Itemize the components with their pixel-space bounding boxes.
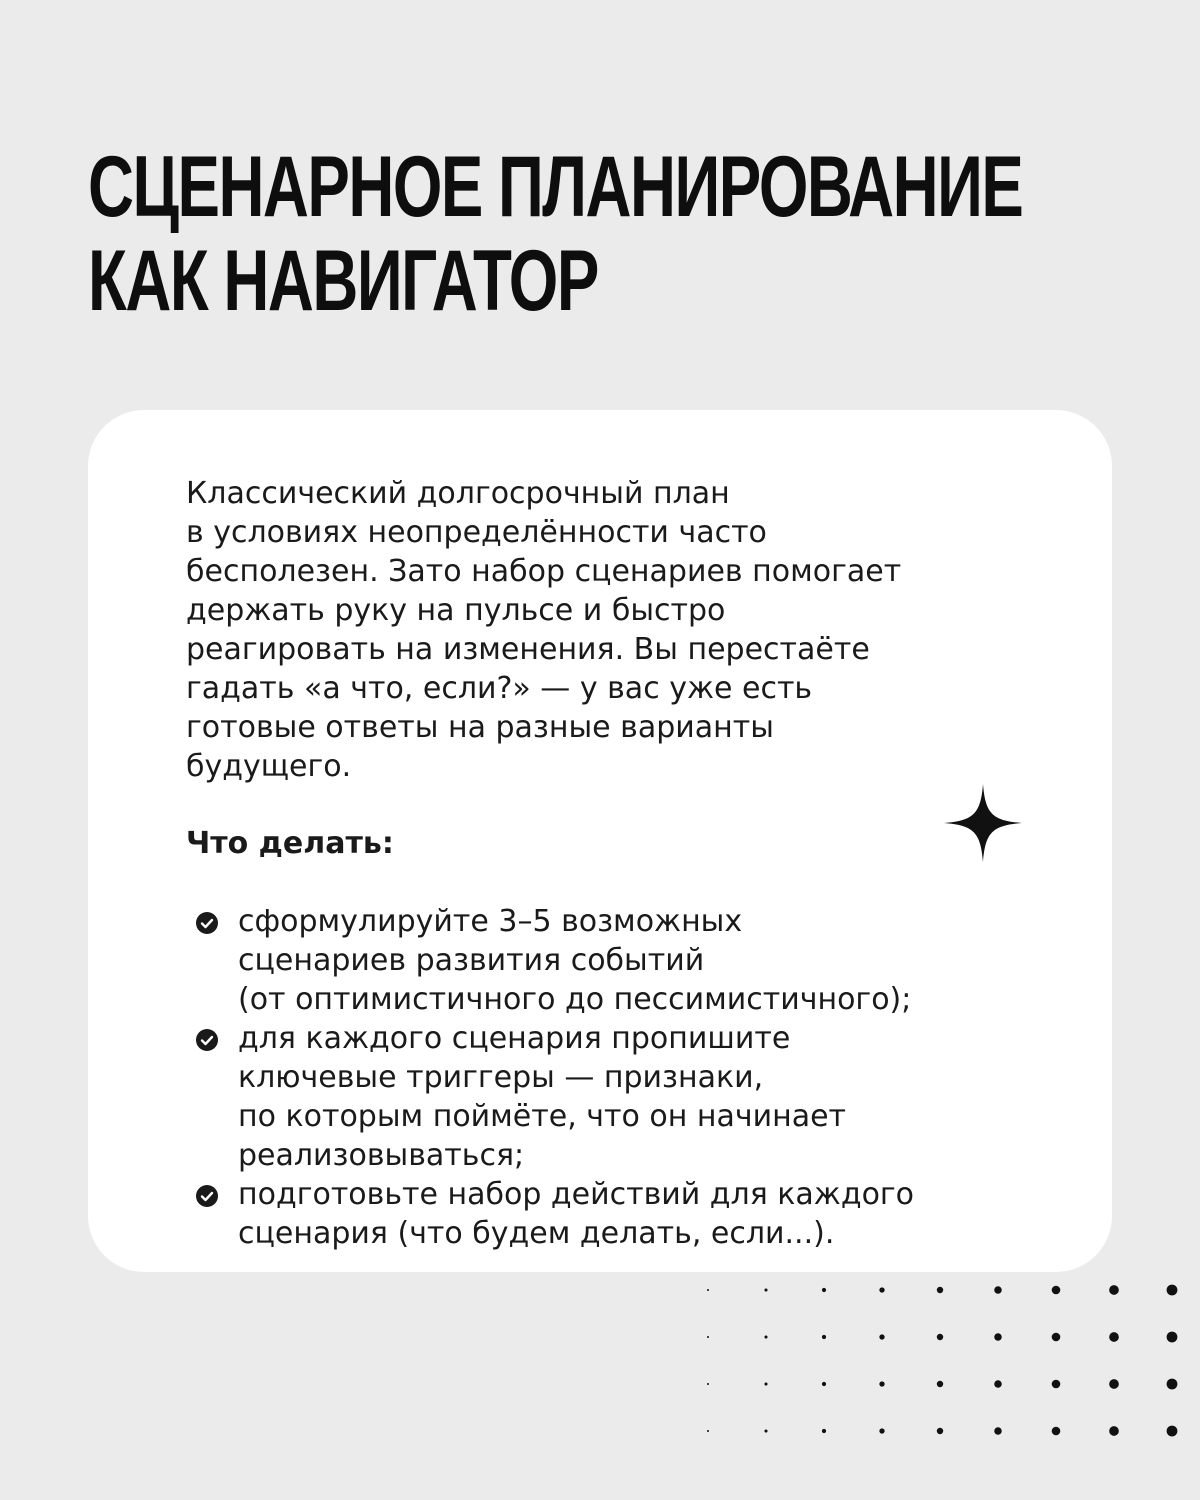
- list-item-line: сформулируйте 3–5 возможных: [238, 904, 743, 939]
- intro-line: готовые ответы на разные варианты: [186, 710, 774, 745]
- pattern-dot: [937, 1428, 943, 1434]
- todo-heading: Что делать:: [186, 826, 394, 861]
- list-item-line: (от оптимистичного до пессимистичного);: [238, 982, 912, 1017]
- pattern-dot: [1167, 1379, 1178, 1390]
- pattern-dot: [707, 1430, 709, 1432]
- pattern-dot: [879, 1381, 884, 1386]
- content-card: [88, 410, 1112, 1272]
- pattern-dot: [994, 1286, 1002, 1294]
- pattern-dot: [937, 1287, 943, 1293]
- pattern-dot: [822, 1288, 826, 1292]
- intro-line: в условиях неопределённости часто: [186, 515, 767, 550]
- list-item-line: для каждого сценария пропишите: [238, 1021, 791, 1056]
- check-circle-icon: [196, 1029, 218, 1051]
- list-item-line: сценариев развития событий: [238, 943, 705, 978]
- page-title-line-1: СЦЕНАРНОЕ ПЛАНИРОВАНИЕ: [88, 139, 1023, 235]
- list-item: [196, 1019, 1076, 1175]
- pattern-dot: [764, 1288, 767, 1291]
- list-item-line: реализовываться;: [238, 1138, 525, 1173]
- pattern-dot: [1167, 1332, 1178, 1343]
- pattern-dot: [764, 1382, 767, 1385]
- page-title-line-2: КАК НАВИГАТОР: [88, 233, 598, 329]
- list-item: [196, 1175, 1076, 1253]
- pattern-dot: [1109, 1379, 1119, 1389]
- pattern-dot: [1167, 1426, 1178, 1437]
- pattern-dot: [1109, 1332, 1119, 1342]
- pattern-dot: [1167, 1285, 1178, 1296]
- list-item-line: сценария (что будем делать, если...).: [238, 1216, 835, 1251]
- pattern-dot: [707, 1289, 709, 1291]
- list-item-line: подготовьте набор действий для каждого: [238, 1177, 915, 1212]
- pattern-dot: [879, 1334, 884, 1339]
- pattern-dot: [822, 1382, 826, 1386]
- intro-paragraph: [186, 474, 1036, 786]
- pattern-dot: [764, 1335, 767, 1338]
- pattern-dot: [937, 1334, 943, 1340]
- pattern-dot: [1052, 1286, 1061, 1295]
- intro-line: реагировать на изменения. Вы перестаёте: [186, 632, 870, 667]
- list-item: [196, 902, 1076, 1019]
- pattern-dot: [879, 1428, 884, 1433]
- intro-line: бесполезен. Зато набор сценариев помогает: [186, 554, 902, 589]
- pattern-dot: [937, 1381, 943, 1387]
- pattern-dot: [822, 1429, 826, 1433]
- pattern-dot: [1109, 1285, 1119, 1295]
- pattern-dot: [1052, 1333, 1061, 1342]
- pattern-dot: [994, 1380, 1002, 1388]
- intro-line: гадать «а что, если?» — у вас уже есть: [186, 671, 813, 706]
- pattern-dot: [707, 1383, 709, 1385]
- list-item-line: ключевые триггеры — признаки,: [238, 1060, 764, 1095]
- pattern-dot: [1109, 1426, 1119, 1436]
- dot-grid-pattern: [700, 1280, 1190, 1500]
- todo-list: [196, 902, 1076, 1253]
- pattern-dot: [879, 1287, 884, 1292]
- check-circle-icon: [196, 912, 218, 934]
- pattern-dot: [707, 1336, 709, 1338]
- pattern-dot: [994, 1427, 1002, 1435]
- pattern-dot: [822, 1335, 826, 1339]
- sparkle-icon: [944, 784, 1022, 862]
- page-title: [88, 139, 1023, 329]
- intro-line: Классический долгосрочный план: [186, 476, 730, 511]
- list-item-line: по которым поймёте, что он начинает: [238, 1099, 847, 1134]
- pattern-dot: [1052, 1380, 1061, 1389]
- intro-line: держать руку на пульсе и быстро: [186, 593, 726, 628]
- pattern-dot: [1052, 1427, 1061, 1436]
- pattern-dot: [764, 1429, 767, 1432]
- check-circle-icon: [196, 1185, 218, 1207]
- pattern-dot: [994, 1333, 1002, 1341]
- intro-line: будущего.: [186, 749, 352, 784]
